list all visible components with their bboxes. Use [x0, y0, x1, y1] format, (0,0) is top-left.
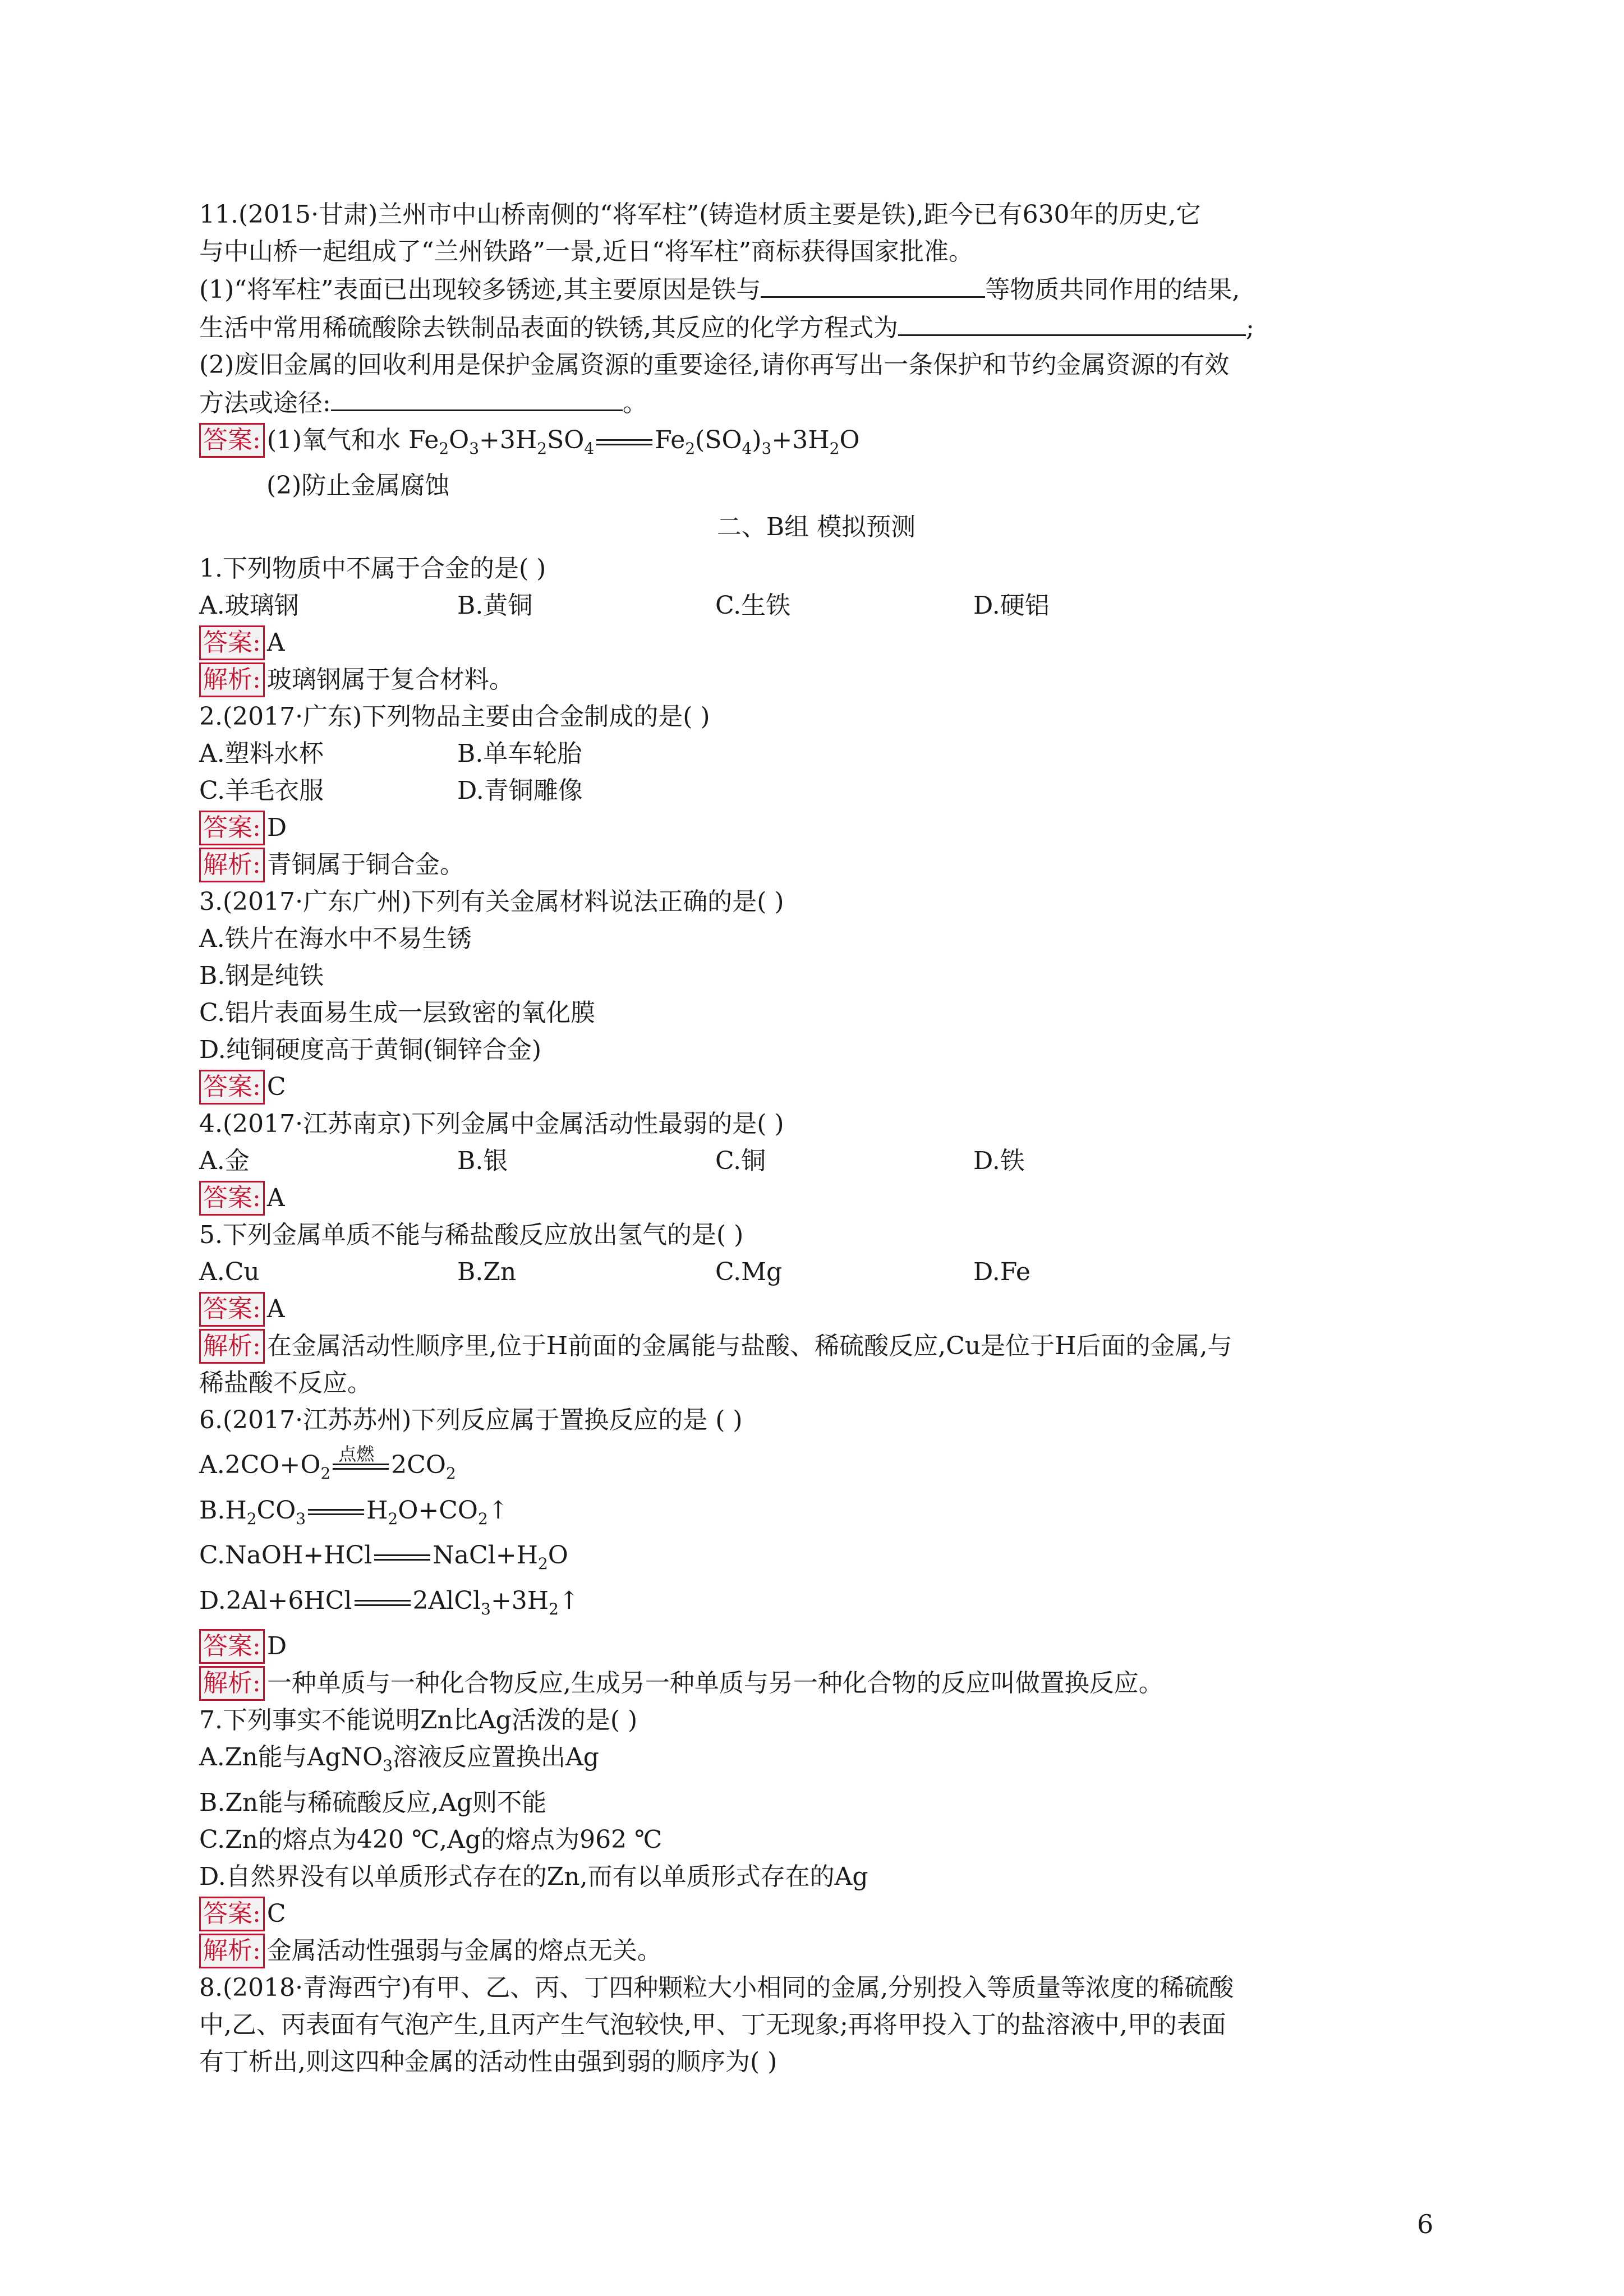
q6-option-b: $B.H_2CO_3$ $H_2O+CO_2↑$ — [199, 1492, 1433, 1538]
q3-stem: 3.(2017·广东广州)下列有关金属材料说法正确的是( ) — [199, 887, 784, 916]
page-number: 6 — [1417, 2209, 1434, 2239]
q3-option-a: A.铁片在海水中不易生锈 — [199, 924, 472, 953]
page-content — [199, 196, 1433, 2081]
option: D.Fe — [973, 1257, 1030, 1286]
option: A.Cu — [199, 1257, 260, 1286]
answer-label: 答案: — [199, 1629, 265, 1664]
q6-analysis: 解析: 一种单质与一种化合物反应,生成另一种单质与另一种化合物的反应叫做置换反应。 — [199, 1665, 1433, 1702]
q7-analysis: 解析: 金属活动性强弱与金属的熔点无关。 — [199, 1932, 1433, 1970]
q4-answer: 答案: A — [199, 1180, 1433, 1217]
option: D.青铜雕像 — [457, 776, 583, 805]
answer-blank — [761, 270, 985, 298]
option: C.铜 — [715, 1146, 766, 1175]
answer-label: 答案: — [199, 1897, 265, 1931]
q6-answer: 答案: D — [199, 1628, 1433, 1665]
q2-answer: 答案: D — [199, 809, 1433, 846]
q7-answer: 答案: C — [199, 1895, 1433, 1932]
answer-label: 答案: — [199, 625, 265, 660]
q8-line-3: 有丁析出,则这四种金属的活动性由强到弱的顺序为( ) — [199, 2047, 778, 2076]
option: A.金 — [199, 1146, 250, 1175]
q2-stem: 2.(2017·广东)下列物品主要由合金制成的是( ) — [199, 702, 710, 731]
q6-option-d: D.2Al+6HCl $2AlCl_3+3H_2↑$ — [199, 1582, 1433, 1628]
q11-line-2: 与中山桥一起组成了“兰州铁路”一景,近日“将军柱”商标获得国家批准。 — [199, 237, 973, 266]
option: B.黄铜 — [457, 591, 533, 620]
option: A.玻璃钢 — [199, 591, 299, 620]
q1-analysis: 解析: 玻璃钢属于复合材料。 — [199, 661, 1433, 698]
q5-stem: 5.下列金属单质不能与稀盐酸反应放出氢气的是( ) — [199, 1220, 744, 1249]
q7-option-a: A.Zn能与AgNO$_3$溶液反应置换出Ag — [199, 1742, 599, 1775]
q7-stem: 7.下列事实不能说明Zn比Ag活泼的是( ) — [199, 1705, 638, 1734]
analysis-label: 解析: — [199, 848, 265, 882]
equals-sign — [308, 1503, 364, 1520]
analysis-label: 解析: — [199, 1329, 265, 1364]
option: D.铁 — [973, 1146, 1025, 1175]
answer-label: 答案: — [199, 1070, 265, 1105]
q11-part2-line1: (2)废旧金属的回收利用是保护金属资源的重要途径,请你再写出一条保护和节约金属资源的有效 — [199, 351, 1230, 379]
analysis-label: 解析: — [199, 1934, 265, 1968]
q5-answer: 答案: A — [199, 1291, 1433, 1328]
q4-options — [199, 1143, 1433, 1180]
q8-line-2: 中,乙、丙表面有气泡产生,且丙产生气泡较快,甲、丁无现象;再将甲投入丁的盐溶液中,甲的表面 — [199, 2010, 1226, 2039]
answer-label: 答案: — [199, 423, 265, 458]
q1-stem: 1.下列物质中不属于合金的是( ) — [199, 554, 546, 583]
q3-option-d: D.纯铜硬度高于黄铜(铜锌合金) — [199, 1035, 542, 1064]
answer-label: 答案: — [199, 1181, 265, 1216]
answer-blank — [898, 309, 1246, 336]
option: A.塑料水杯 — [199, 739, 324, 768]
option: C.Mg — [715, 1257, 783, 1286]
equals-sign — [355, 1594, 411, 1611]
analysis-label: 解析: — [199, 662, 265, 697]
equals-sign: 点燃 — [333, 1458, 389, 1475]
q3-answer: 答案: C — [199, 1069, 1433, 1106]
q7-option-b: B.Zn能与稀硫酸反应,Ag则不能 — [199, 1788, 547, 1817]
q6-stem: 6.(2017·江苏苏州)下列反应属于置换反应的是 ( ) — [199, 1405, 743, 1434]
q2-analysis: 解析: 青铜属于铜合金。 — [199, 846, 1433, 884]
q11-answer: 答案: (1)氧气和水 $Fe_2O_3+3H_2SO_4$ $Fe_2(SO_4)_3+3H_2O$ — [199, 422, 1433, 467]
q11-line-1: 11.(2015·甘肃)兰州市中山桥南侧的“将军柱”(铸造材质主要是铁),距今已有630年的历史,它 — [199, 200, 1201, 229]
option: C.生铁 — [715, 591, 791, 620]
q1-options — [199, 587, 1433, 624]
answer-blank — [331, 384, 623, 411]
q2-options-row2 — [199, 772, 1433, 809]
q8-line-1: 8.(2018·青海西宁)有甲、乙、丙、丁四种颗粒大小相同的金属,分别投入等质量等浓度的稀硫酸 — [199, 1973, 1234, 2002]
q5-options — [199, 1254, 1433, 1291]
q1-answer: 答案: A — [199, 624, 1433, 661]
q5-analysis: 解析: 在金属活动性顺序里,位于H前面的金属能与盐酸、稀硫酸反应,Cu是位于H后面的金属,与 — [199, 1328, 1433, 1365]
q7-option-c: C.Zn的熔点为420 ℃,Ag的熔点为962 ℃ — [199, 1825, 663, 1854]
q2-options-row1 — [199, 735, 1433, 772]
equals-sign — [374, 1549, 430, 1566]
q5-analysis-cont: 稀盐酸不反应。 — [199, 1368, 372, 1397]
gas-arrow-icon: ↑ — [559, 1586, 579, 1616]
q6-option-c: C.NaOH+HCl $NaCl+H_2O$ — [199, 1541, 568, 1573]
answer-label: 答案: — [199, 1292, 265, 1327]
option: B.银 — [457, 1146, 508, 1175]
q11-part1-line1: (1)“将军柱”表面已出现较多锈迹,其主要原因是铁与 等物质共同作用的结果, — [199, 270, 1433, 309]
analysis-label: 解析: — [199, 1666, 265, 1701]
option: B.单车轮胎 — [457, 739, 582, 768]
q6-option-a: $A.2CO+O_2$ 点燃 $2CO_2$ — [199, 1443, 456, 1483]
option: C.羊毛衣服 — [199, 776, 324, 805]
q3-option-c: C.铝片表面易生成一层致密的氧化膜 — [199, 998, 596, 1027]
q4-stem: 4.(2017·江苏南京)下列金属中金属活动性最弱的是( ) — [199, 1109, 784, 1138]
q11-part1-line2: 生活中常用稀硫酸除去铁制品表面的铁锈,其反应的化学方程式为 ; — [199, 309, 1433, 347]
option: D.硬铝 — [973, 591, 1050, 620]
option: B.Zn — [457, 1257, 517, 1286]
q7-option-d: D.自然界没有以单质形式存在的Zn,而有以单质形式存在的Ag — [199, 1862, 868, 1891]
gas-arrow-icon: ↑ — [487, 1496, 509, 1525]
section-title: 二、B组 模拟预测 — [716, 512, 916, 541]
answer-label: 答案: — [199, 811, 265, 845]
q11-answer-part2: (2)防止金属腐蚀 — [266, 471, 450, 500]
equals-sign — [596, 434, 652, 450]
q3-option-b: B.钢是纯铁 — [199, 961, 324, 990]
q11-part2-line2: 方法或途径: 。 — [199, 384, 1433, 422]
